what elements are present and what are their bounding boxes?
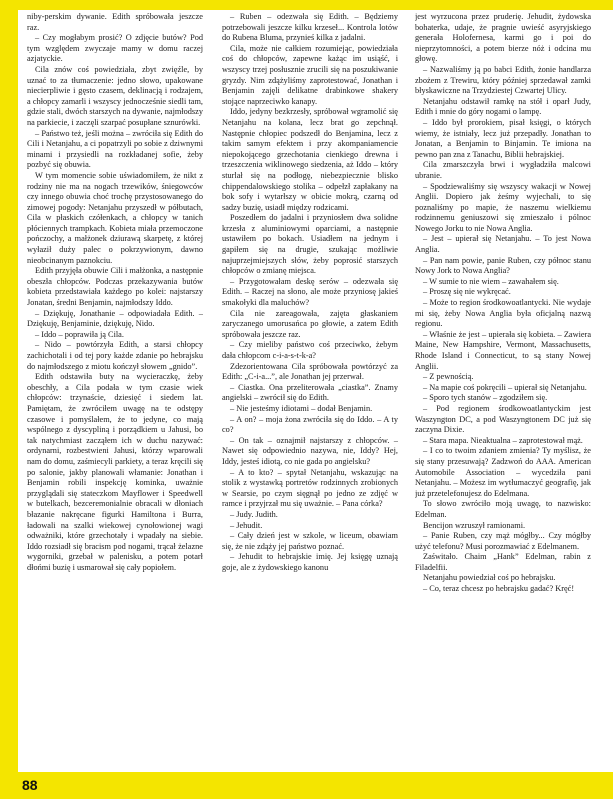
paragraph: Zdezorientowana Cila spróbowała powtórzyć za Edith: „C-i-a...”, ale Jonathan jej przerwał.	[222, 361, 398, 382]
paragraph: – Jest – upierał się Netanjahu. – To jest Nowa Anglia.	[415, 234, 591, 255]
paragraph: – Może to region środkowoatlantycki. Nie wydaje mi się, żeby Nowa Anglia była oficjalną nazwą regionu.	[415, 298, 591, 329]
paragraph: Cila nie zareagowała, zajęta głaskaniem zaryczanego umorusańca po głowie, a zatem Edith spróbowała jeszcze raz.	[222, 308, 398, 339]
paragraph: niby-perskim dywanie. Edith spróbowała jeszcze raz.	[27, 12, 203, 32]
paragraph: – Z pewnością.	[423, 372, 474, 382]
paragraph: jest wyrzucona przez pruderię. Jehudit, żydowska bohaterka, udaje, że pragnie uwieść asyryjskiego generała Holofernesa, karmi go i poi do nieprzytomności, a potem bierze nóż i odcina mu głowę.	[415, 12, 591, 64]
paragraph: Cila znów coś powiedziała, zbyt zwięźle, by uznać to za tłumaczenie: jedno słowo, upakowane niecierpliwie i gęsto czasem, deklinacją i rodzajem, a chłopcy zamarli i wszyscy jednocześnie siedli tam, gdzie stali, dwóch starszych na dywanie, najmłodszy na parkiecie, i zaczęli szarpać posupłane sznurówki.	[27, 64, 203, 127]
paragraph: – Jehudit.	[230, 520, 263, 530]
paragraph: – Co, teraz chcesz po hebrajsku gadać? Kręć!	[423, 584, 575, 594]
paragraph: – Właśnie że jest – upierała się kobieta. – Zawiera Maine, New Hampshire, Vermont, Massachusetts, Rhode Island i Connecticut, to są stany Nowej Anglii.	[415, 329, 591, 371]
paragraph: – Pod regionem środkowoatlantyckim jest Waszyngton DC, a pod Waszyngtonem DC już się zaczyna Dixie.	[415, 403, 591, 435]
paragraph: – Nazwaliśmy ją po babci Edith, żonie handlarza zbożem z Trewiru, który później sprzedawał zamki błyskawiczne na Trzydziestej Czwartej Ulicy.	[415, 64, 591, 96]
paragraph: Bencijon wzruszył ramionami.	[423, 520, 526, 530]
paragraph: Cila, może nie całkiem rozumiejąc, powiedziała coś do chłopców, zapewne każąc im usiąść, i wszyscy trzej posłusznie zrucili się na poszukiwanie gryzdy. Nim zdążyliśmy zaprotestować, Jonathan i Benjamin zajęli delikatne drabinkowe shakery stojące naprzeciwko kanapy.	[222, 43, 398, 106]
paragraph: – Iddo – poprawiła ją Cila.	[35, 329, 124, 339]
paragraph: Cila zmarszczyła brwi i wygładziła malcowi ubranie.	[415, 160, 591, 180]
paragraph: Netanjahu odstawił ramkę na stół i oparł Judy, Edith i mnie do góry nogami o lampę.	[415, 96, 591, 117]
paragraph: – Ciastka. Ona przeliterowała „ciastka”. Znamy angielski – zwrócił się do Edith.	[222, 382, 398, 403]
paragraph: – Państwo też, jeśli można – zwróciła się Edith do Cili i Netanjahu, a ci popatrzyli po sobie z dziwnymi minami i przysiedli na rozkładanej sofie, żeby pozbyć się obuwia.	[27, 128, 203, 170]
page-left-band	[0, 0, 18, 799]
paragraph: Edith odstawiła buty na wycieraczkę, żeby obeschły, a Cila podała w tym czasie wiek chłopców: trzynaście, dziesięć i siedem lat. Pamiętam, że zwróciłem uwagę na te odstępy czasowe i pomyślałem, że to jedyne, co mają wspólnego z dyscypliną i porządkiem u Jahusi, bo tak natychmiast zacząłem ich w duchu nazywać: ordynarni, rozbestwieni Jahusi, którzy wparowali nam do domu, zaśmiecyli parkiety, a teraz kręcili się po salonie, jakby planowali włamanie: Jonathan i Benjamin robili inspekcję kominka, uważnie przyglądali się stateczkom Mayflower i Speedwell w butelkach, bezceremonialnie obracali w dłoniach błazanie nakręcane figurki Hamiltona i Burra, ładowali na szalki wiekowej cynołowionej wagi odważniki, które grzechotały i wpadały na siebie. Iddo rozsiadł się bracism pod nogami, trącał żelazne wygorniki, grzebał w palenisku, a potem potarł dłońmi buzię i usmarował się cały popiołem.	[27, 372, 203, 572]
text-column-1	[27, 12, 203, 768]
paragraph: Zaświtało. Chaim „Hank” Edelman, rabin z Filadelfii.	[415, 552, 591, 572]
paragraph: – Przygotowałam deskę serów – odezwała się Edith. – Raczej na słono, ale może przyniosę jakieś smakołyki dla maluchów?	[222, 276, 398, 308]
paragraph: – Panie Ruben, czy mąż mógłby... Czy mógłby użyć telefonu? Musi porozmawiać z Edelmanem.	[415, 531, 591, 551]
paragraph: – Sporo tych stanów – zgodziłem się.	[423, 393, 548, 403]
paragraph: Edith przyjęła obuwie Cili i małżonka, a następnie obeszła chłopców. Podczas przekazywania butów kobieta przedstawiała każdego po kolei: najstarszy Jonatan, średni Benjamin, najmłodszy Iddo.	[27, 266, 203, 308]
paragraph: – Spodziewaliśmy się wszyscy wakacji w Nowej Anglii. Dopiero jak żeśmy wyjechali, to się poznaliśmy po mapie, że naszemu wielkiemu rodzinnemu geniuszowi się zmieszało i pólnoc Nowego Jorku to nie Nowa Anglia.	[415, 181, 591, 233]
paragraph: – Nie jesteśmy idiotami – dodał Benjamin.	[230, 403, 373, 413]
paragraph: Netanjahu powiedział coś po hebrajsku.	[423, 573, 556, 583]
paragraph: Poszedłem do jadalni i przyniosłem dwa solidne krzesła z aluminiowymi oparciami, a następnie ustawiłem po bokach. Usiadłem na jednym i gapiłem się na drugie, szukając możliwie najuprzejmiejszych słów, żeby poprosić starszych chłopców o zmianę miejsca.	[222, 213, 398, 276]
paragraph: – Dziękuję, Jonathanie – odpowiadała Edith. – Dziękuję, Benjaminie, dziękuję, Nido.	[27, 308, 203, 329]
paragraph: – Stara mapa. Nieaktualna – zaprotestował mąż.	[423, 435, 583, 445]
paragraph: – Ruben – odezwała się Edith. – Będziemy potrzebowali jeszcze kilku krzeseł... Kontrola lotów do Rubena Bluma, przynieś kilka z jadalni.	[222, 12, 398, 43]
paragraph: To słowo zwróciło moją uwagę, to nazwisko: Edelman.	[415, 499, 591, 519]
text-column-2	[222, 12, 398, 768]
page-top-band	[0, 0, 613, 10]
paragraph: – W sumie to nie wiem – zawahałem się.	[423, 276, 559, 286]
paragraph: – Na mapie coś pokręcili – upierał się Netanjahu.	[423, 382, 587, 392]
paragraph: – On tak – oznajmił najstarszy z chłopców. – Nawet się odpowiednio nazywa, nie, Iddy? Hej, Iddy, jesteś idiotą, co nie gada po angielsku?	[222, 435, 398, 466]
paragraph: – A to kto? – spytał Netanjahu, wskazując na stolik z wystawką portretów rodzinnych zrobionych w Searsie, po czym sięgnął po jedno ze zdjęć w ramce i przyjrzał mu się uważnie. – Pana córka?	[222, 467, 398, 509]
text-column-3	[415, 12, 591, 768]
paragraph: – Judy. Judith.	[230, 509, 278, 519]
paragraph: – Cały dzień jest w szkole, w liceum, obawiam się, że nie zdąży jej państwo poznać.	[222, 531, 398, 551]
paragraph: – Czy mieliby państwo coś przeciwko, żebym dała chłopcom c-i-a-s-t-k-a?	[222, 340, 398, 360]
paragraph: Iddo, jedyny bezkrzesły, spróbował wgramolić się Netanjahu na kolana, lecz brat go zepchnął. Następnie chłopiec podszedł do Benjamina, lecz z takim samym efektem i przy akompaniamencie niepokojącego grzechotania cienkiego drewna i trzeszczenia wiklinowego siedzenia, aż Iddo – który sturlał się na podłogę, niebezpiecznie blisko chippendalowskiego stolika – odpełzł zapłakany na bok sofy i wytarłszy w obicie mokrą, czarną od sadzy buzię, usiadł między rodzicami.	[222, 107, 398, 212]
paragraph: – Pan nam powie, panie Ruben, czy północ stanu Nowy Jork to Nowa Anglia?	[415, 255, 591, 276]
paragraph: – Jehudit to hebrajskie imię. Jej księgę uznają goje, ale z żydowskiego kanonu	[222, 552, 398, 572]
page-number: 88	[22, 777, 38, 793]
paragraph: – Czy mogłabym prosić? O zdjęcie butów? Pod tym względem zwyczaje mamy w domu raczej azjatyckie.	[27, 33, 203, 64]
paragraph: – Nido – powtórzyła Edith, a starsi chłopcy zachichotali i od tej pory każde zdanie po hebrajsku do najmłodszego z miotu kończył słowem „gnido”.	[27, 340, 203, 371]
paragraph: W tym momencie sobie uświadomiłem, że nikt z rodziny nie ma na nogach trzewików, śniegowców czy innego obuwia choć trochę przystosowanego do zimowej pogody: Netanjahu przyszedł w półbutach, Cila w płaskich czółenkach, a chłopcy w tanich płóciennych trampkach. Kobieta miała przemoczone pończochy, a małżonek dziurawą skarpetę, z której wyłaził duży palec o pokrzywionym, dawno nieobcinanym paznokciu.	[27, 170, 203, 265]
paragraph: – Proszę się nie wykręcać.	[423, 287, 511, 297]
paragraph: – I co to twoim zdaniem zmienia? Ty myślisz, że się stany przesuwają? Zadzwoń do AAA. American Automobile Association – wycedziła pani Netanjahu. – Możesz im wytłumaczyć geografię, jak już przetelefonujesz do Edelmana.	[415, 446, 591, 498]
paragraph: – A on? – moja żona zwróciła się do Iddo. – A ty co?	[222, 414, 398, 435]
paragraph: – Iddo był prorokiem, pisał księgi, o których wiemy, że istniały, lecz już przepadły. Jonathan to Jonatan, a Benjamin to Binjamin. Te imiona na pewno pan zna z Tanachu, Biblii hebrajskiej.	[415, 117, 591, 159]
page-bottom-band	[0, 772, 613, 799]
